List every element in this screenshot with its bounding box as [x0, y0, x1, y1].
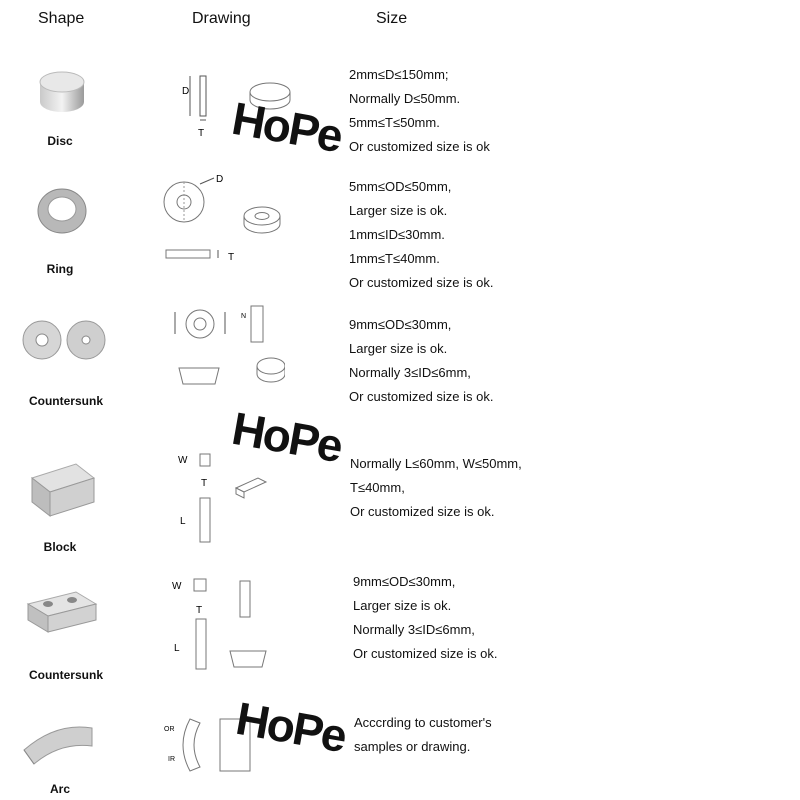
shape-label-ring: Ring [46, 262, 74, 276]
size-line: 9mm≤OD≤30mm, [353, 574, 456, 589]
drawing-label-T: T [201, 478, 208, 489]
block-drawing [170, 450, 280, 550]
watermark: HoPe [232, 691, 350, 763]
size-line: Or customized size is ok. [350, 504, 495, 519]
size-text-arc [354, 711, 492, 759]
size-text-countersunk [349, 313, 494, 409]
drawing-label-OR: OR [164, 726, 175, 733]
size-line: Normally D≤50mm. [349, 91, 461, 106]
countersunk-block-drawing [168, 575, 288, 675]
size-text-disc [349, 63, 490, 159]
size-line: Or customized size is ok. [353, 646, 498, 661]
size-line: Or customized size is ok. [349, 389, 494, 404]
size-line: 1mm≤T≤40mm. [349, 251, 440, 266]
size-line: Larger size is ok. [349, 203, 448, 218]
size-line: Normally 3≤ID≤6mm, [353, 622, 475, 637]
header-drawing: Drawing [192, 10, 251, 27]
size-text-block [350, 452, 522, 524]
size-line: Acccrding to customer's [354, 715, 492, 730]
shape-label-block: Block [43, 540, 77, 554]
drawing-label-W: W [172, 581, 182, 592]
watermark: HoPe [228, 401, 346, 473]
drawing-label-T: T [228, 252, 235, 263]
size-line: 9mm≤OD≤30mm, [349, 317, 452, 332]
size-line: Larger size is ok. [353, 598, 452, 613]
size-line: samples or drawing. [354, 739, 471, 754]
countersunk-block-magnet-photo [24, 590, 100, 640]
watermark: HoPe [228, 91, 346, 163]
drawing-label-T: T [198, 128, 205, 139]
size-line: 1mm≤ID≤30mm. [349, 227, 445, 242]
drawing-label-D: D [216, 174, 224, 185]
size-line: Normally 3≤ID≤6mm, [349, 365, 471, 380]
drawing-label-W: W [178, 455, 188, 466]
drawing-label-N: N [241, 313, 247, 320]
shape-label-countersunk: Countersunk [28, 394, 103, 408]
header-size: Size [376, 10, 408, 27]
size-line: T≤40mm, [350, 480, 405, 495]
drawing-label-L: L [174, 643, 180, 654]
size-line: Larger size is ok. [349, 341, 448, 356]
drawing-label-L: L [180, 516, 186, 527]
size-line: 5mm≤OD≤50mm, [349, 179, 452, 194]
block-magnet-photo [28, 460, 98, 520]
shape-label-disc: Disc [47, 134, 73, 148]
header-shape: Shape [38, 10, 85, 27]
size-line: Or customized size is ok. [349, 275, 494, 290]
drawing-label-IR: IR [168, 756, 175, 763]
size-line: 2mm≤D≤150mm; [349, 67, 449, 82]
shape-label-arc: Arc [49, 782, 70, 796]
disc-magnet-photo [34, 68, 90, 120]
drawing-label-T: T [196, 605, 203, 616]
arc-magnet-photo [20, 720, 96, 770]
ring-magnet-photo [34, 184, 90, 238]
size-text-ring [349, 175, 494, 295]
size-line: Normally L≤60mm, W≤50mm, [350, 456, 522, 471]
size-line: Or customized size is ok [349, 139, 490, 154]
drawing-label-D: D [182, 86, 190, 97]
countersunk-round-drawing [165, 300, 285, 410]
ring-drawing [160, 170, 320, 270]
countersunk-round-magnet-photo [22, 316, 108, 366]
size-line: 5mm≤T≤50mm. [349, 115, 440, 130]
size-text-countersunk [353, 570, 498, 666]
shape-label-countersunk: Countersunk [28, 668, 103, 682]
